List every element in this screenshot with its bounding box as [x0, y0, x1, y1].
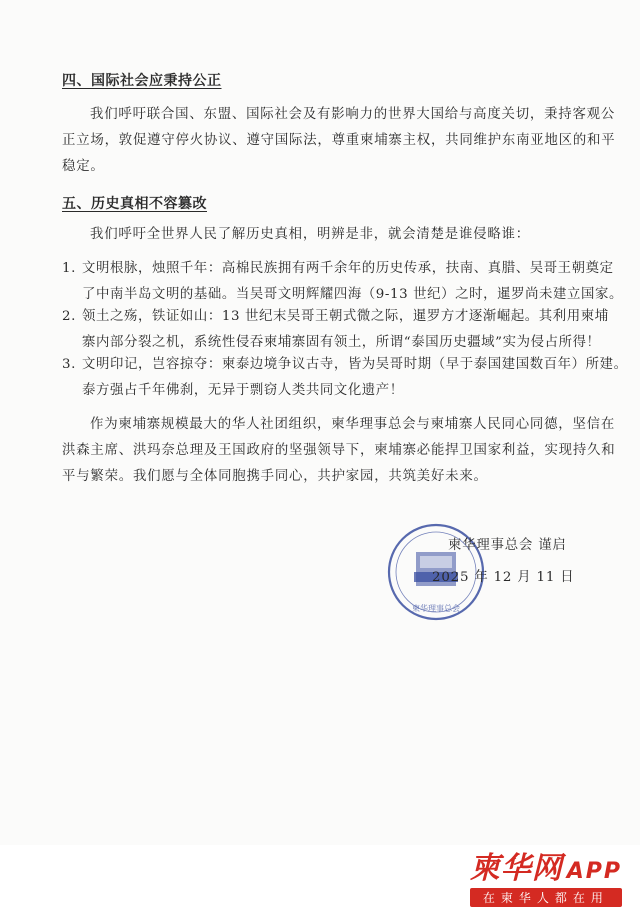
section-heading-4: [62, 70, 222, 90]
signature-date: 2025 年 12 月 11 日: [432, 570, 575, 585]
list-line: 寨内部分裂之机，系统性侵吞柬埔寨固有领土，所谓“泰国历史疆域”实为侵占所得！: [82, 335, 601, 350]
list-line: 文明根脉，烛照千年：高棉民族拥有两千余年的历史传承，扶南、真腊、吴哥王朝奠定: [82, 261, 614, 276]
paragraph-line: 我们呼吁全世界人民了解历史真相，明辨是非，就会清楚是谁侵略谁：: [90, 227, 530, 242]
brand-slogan: 在柬华人都在用: [470, 888, 622, 907]
paragraph-line: 作为柬埔寨规模最大的华人社团组织，柬华理事总会与柬埔寨人民同心同德，坚信在: [90, 417, 616, 432]
list-line: 文明印记，岂容掠夺：柬泰边境争议古寺，皆为吴哥时期（早于泰国建国数百年）所建。: [82, 357, 628, 372]
signature-org: 柬华理事总会 谨启: [448, 538, 567, 553]
paragraph-line: 平与繁荣。我们愿与全体同胞携手同心，共护家园，共筑美好未来。: [62, 469, 488, 484]
section-5-intro: [62, 222, 582, 248]
paragraph-line: 稳定。: [62, 159, 105, 174]
paragraph-line: 洪森主席、洪玛奈总理及王国政府的坚强领导下，柬埔寨必能捍卫国家利益，实现持久和: [62, 443, 616, 458]
list-line: 泰方强占千年佛刹，无异于剽窃人类共同文化遗产！: [82, 383, 404, 398]
section-heading-5: [62, 193, 207, 213]
brand-app-label: APP: [566, 859, 622, 884]
section-heading-4-text: 四、国际社会应秉持公正: [62, 73, 222, 89]
list-number: 3.: [62, 357, 76, 372]
list-number: 1.: [62, 261, 76, 276]
list-line: 领土之殇，铁证如山：13 世纪末吴哥王朝式微之际，暹罗方才逐渐崛起。其利用柬埔: [82, 309, 609, 324]
list-line: 了中南半岛文明的基础。当吴哥文明辉耀四海（9-13 世纪）之时，暹罗尚未建立国家。: [82, 287, 623, 302]
list-number: 2.: [62, 309, 76, 324]
seal-text: 柬华理事总会: [412, 604, 460, 613]
closing-paragraph: [62, 412, 616, 490]
brand-logo[interactable]: [470, 852, 622, 907]
section-heading-5-text: 五、历史真相不容篡改: [62, 196, 207, 212]
paragraph-line: 正立场，敦促遵守停火协议、遵守国际法，尊重柬埔寨主权，共同维护东南亚地区的和平: [62, 133, 616, 148]
section-4-paragraph: [62, 102, 616, 180]
paragraph-line: 我们呼吁联合国、东盟、国际社会及有影响力的世界大国给与高度关切，秉持客观公: [90, 107, 616, 122]
brand-name: 柬华网: [469, 851, 563, 886]
